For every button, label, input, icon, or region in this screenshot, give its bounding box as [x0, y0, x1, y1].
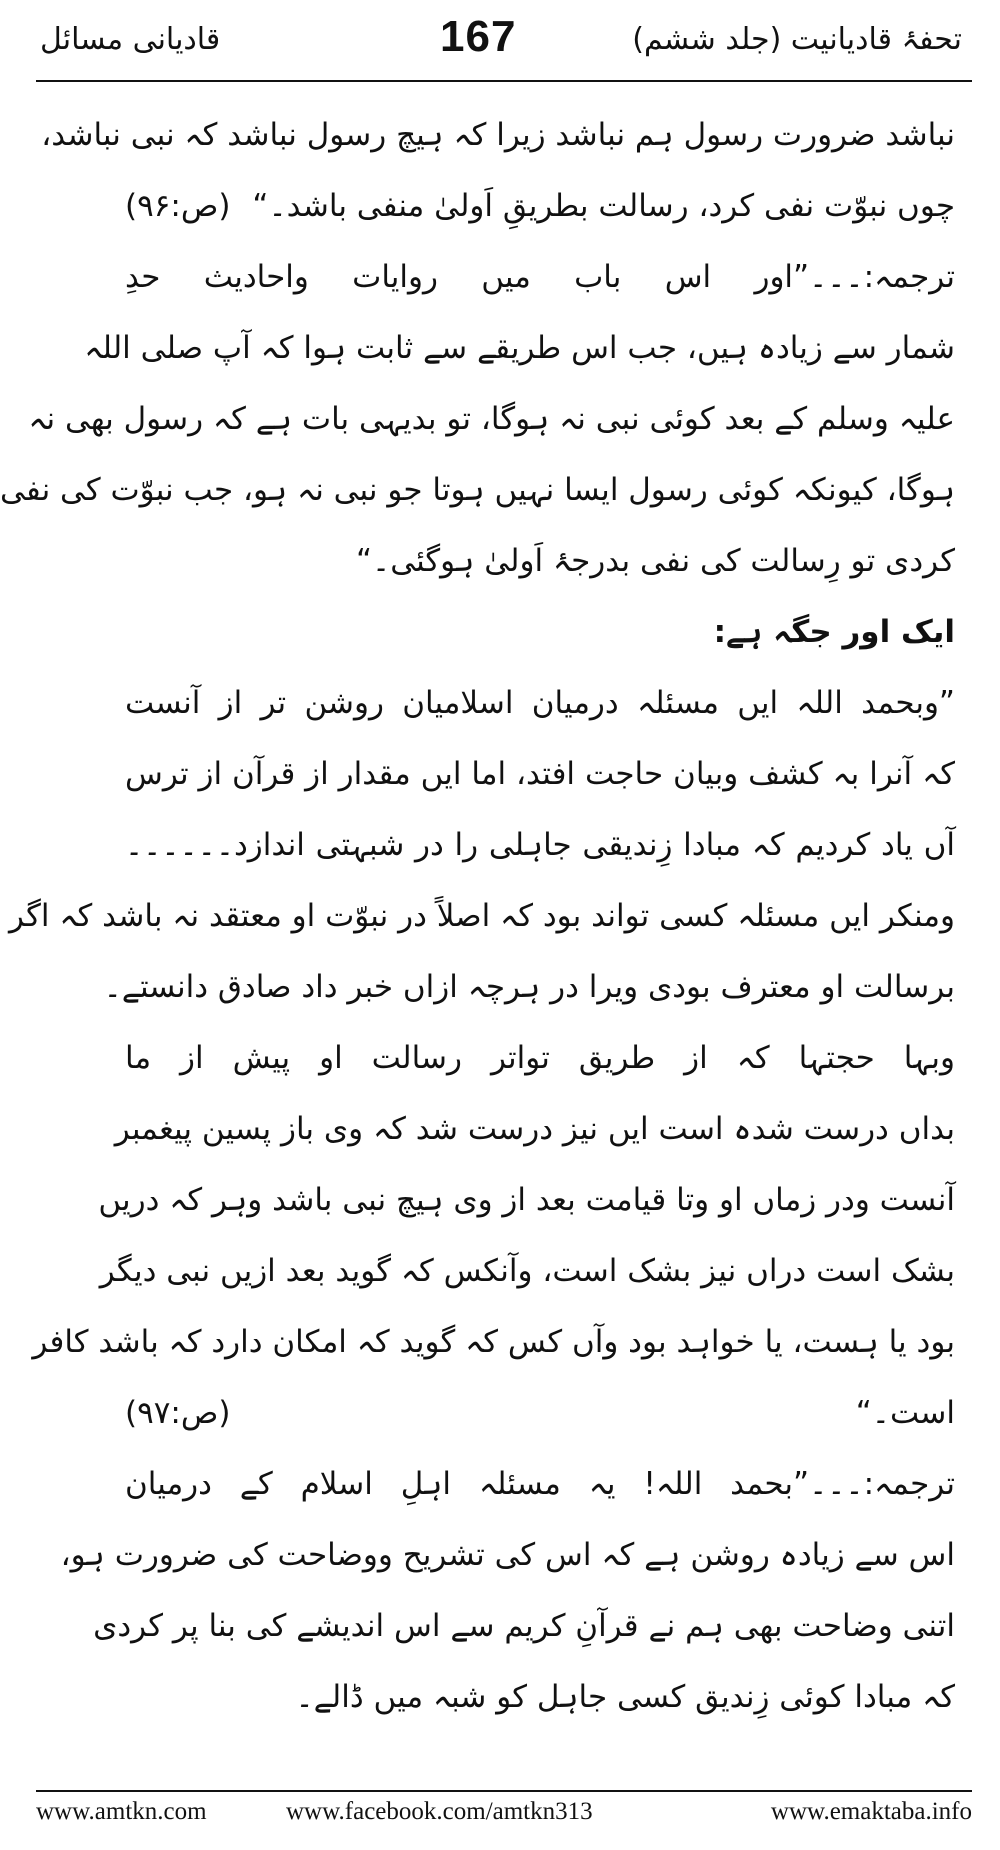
text-line: کہ آنرا بہ کشف وبیان حاجت افتد، اما ایں مقدار از قرآن از ترس	[125, 756, 955, 792]
text-line: کہ مبادا کوئی زِندیق کسی جاہل کو شبہ میں ڈالے۔	[295, 1679, 955, 1715]
text-line: ترجمہ:۔۔۔”اور اس باب میں روایات واحادیث حدِ	[125, 259, 955, 295]
page-number: 167	[440, 12, 517, 61]
text-line: آں یاد کردیم کہ مبادا زِندیقی جاہلی را در شبہتی اندازد۔۔۔۔۔۔	[125, 827, 955, 863]
text-line: ”وبحمد اللہ ایں مسئلہ درمیان اسلامیان روشن تر از آنست	[125, 685, 955, 721]
footer-divider	[36, 1790, 972, 1792]
text-line-content: چوں نبوّت نفی کرد، رسالت بطریقِ اَولیٰ منفی باشد۔“	[252, 188, 955, 224]
text-line: نباشد ضرورت رسول ہم نباشد زیرا کہ ہیچ رسول نباشد کہ نبی نباشد،	[41, 117, 955, 153]
text-line: بداں درست شدہ است ایں نیز درست شد کہ وی باز پسین پیغمبر	[114, 1111, 955, 1147]
header-divider	[36, 80, 972, 82]
text-line: بشک است دراں نیز بشک است، وآنکس کہ گوید بعد ازیں نبی دیگر	[99, 1253, 955, 1289]
text-line: ہوگا، کیونکہ کوئی رسول ایسا نہیں ہوتا جو نبی نہ ہو، جب نبوّت کی نفی	[0, 472, 955, 508]
text-line	[125, 171, 955, 242]
text-line: برسالت او معترف بودی ویرا در ہرچہ ازاں خبر داد صادق دانستے۔	[103, 969, 955, 1005]
page-reference: (ص:۹۶)	[125, 188, 231, 224]
page-reference: (ص:۹۷)	[125, 1395, 231, 1431]
footer-link-facebook[interactable]: www.facebook.com/amtkn313	[286, 1798, 593, 1825]
text-line: بود یا ہست، یا خواہد بود وآں کس کہ گوید کہ امکان دارد کہ باشد کافر	[32, 1324, 955, 1360]
text-line: علیہ وسلم کے بعد کوئی نبی نہ ہوگا، تو بدیہی بات ہے کہ رسول بھی نہ	[28, 401, 955, 437]
text-line: اس سے زیادہ روشن ہے کہ اس کی تشریح ووضاحت کی ضرورت ہو،	[60, 1537, 955, 1573]
page-body	[0, 100, 955, 1733]
header-section-title: قادیانی مسائل	[40, 22, 221, 57]
text-line: وبہا حجتہا کہ از طریق تواتر رسالت او پیش از ما	[125, 1040, 955, 1076]
page-header	[0, 0, 1000, 96]
text-line: اتنی وضاحت بھی ہم نے قرآنِ کریم سے اس اندیشے کی بنا پر کردی	[93, 1608, 955, 1644]
text-line: کردی تو رِسالت کی نفی بدرجۂ اَولیٰ ہوگئی۔“	[356, 543, 955, 579]
footer-link-emaktaba[interactable]: www.emaktaba.info	[770, 1798, 972, 1825]
text-line-content: است۔“	[855, 1395, 955, 1431]
footer-link-website[interactable]: www.amtkn.com	[36, 1798, 207, 1825]
text-line: ترجمہ:۔۔۔”بحمد اللہ! یہ مسئلہ اہلِ اسلام کے درمیان	[125, 1466, 955, 1502]
text-line: شمار سے زیادہ ہیں، جب اس طریقے سے ثابت ہوا کہ آپ صلی اللہ	[84, 330, 955, 366]
text-line: آنست ودر زماں او وتا قیامت بعد از وی ہیچ نبی باشد وہر کہ دریں	[98, 1182, 955, 1218]
text-line	[125, 1378, 955, 1449]
text-line: ومنکر ایں مسئلہ کسی تواند بود کہ اصلاً در نبوّت او معتقد نہ باشد کہ اگر	[9, 898, 955, 934]
section-heading: ایک اور جگہ ہے:	[713, 614, 955, 650]
header-book-title: تحفۂ قادیانیت (جلد ششم)	[632, 22, 962, 57]
